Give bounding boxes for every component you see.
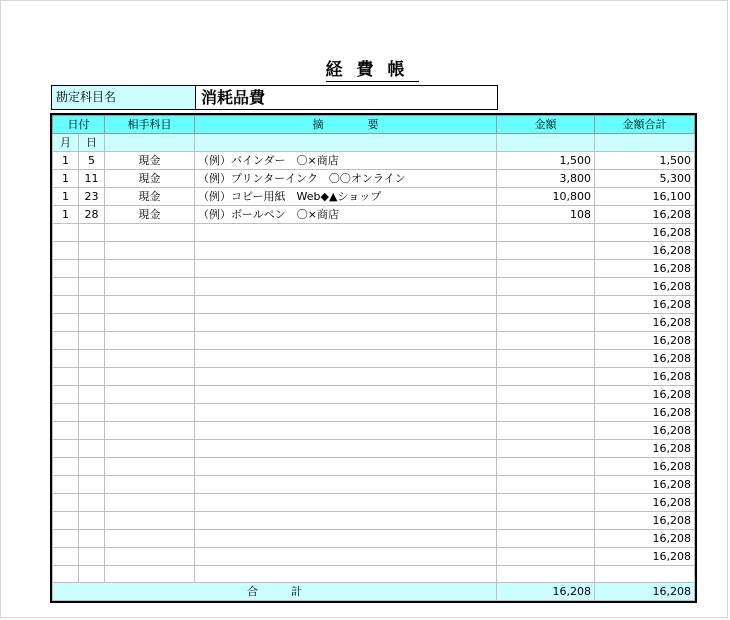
- expense-ledger-table: [52, 115, 695, 601]
- cell-amount[interactable]: [497, 458, 595, 476]
- cell-amount[interactable]: [497, 494, 595, 512]
- cell-amount[interactable]: [497, 278, 595, 296]
- cell-counterpart[interactable]: [105, 530, 195, 548]
- cell-amount[interactable]: [497, 332, 595, 350]
- cell-amount[interactable]: [497, 386, 595, 404]
- cell-running-total: 16,208: [595, 386, 695, 404]
- cell-day[interactable]: [79, 314, 105, 332]
- account-label: 勘定科目名: [52, 86, 196, 109]
- table-row: [53, 566, 695, 583]
- cell-month[interactable]: [53, 314, 79, 332]
- cell-counterpart[interactable]: [105, 548, 195, 566]
- cell-amount[interactable]: [497, 404, 595, 422]
- cell-running-total: 16,208: [595, 422, 695, 440]
- cell-amount[interactable]: 108: [497, 206, 595, 224]
- cell-running-total: 16,208: [595, 206, 695, 224]
- cell-amount[interactable]: [497, 368, 595, 386]
- cell-running-total: 16,208: [595, 512, 695, 530]
- cell-summary[interactable]: [195, 296, 497, 314]
- cell-month[interactable]: [53, 494, 79, 512]
- table-row: [53, 368, 695, 386]
- cell-month[interactable]: [53, 368, 79, 386]
- cell-running-total: 16,208: [595, 494, 695, 512]
- cell-amount[interactable]: 10,800: [497, 188, 595, 206]
- cell-amount[interactable]: [497, 566, 595, 583]
- cell-summary[interactable]: [195, 350, 497, 368]
- cell-counterpart[interactable]: [105, 242, 195, 260]
- cell-day[interactable]: [79, 260, 105, 278]
- cell-running-total: 16,208: [595, 350, 695, 368]
- cell-counterpart[interactable]: [105, 440, 195, 458]
- cell-counterpart[interactable]: [105, 278, 195, 296]
- cell-summary[interactable]: （例）プリンターインク 〇〇オンライン: [195, 170, 497, 188]
- account-value[interactable]: 消耗品費: [201, 88, 266, 107]
- cell-month[interactable]: [53, 224, 79, 242]
- cell-month[interactable]: [53, 260, 79, 278]
- header-running-total: 金額合計: [595, 116, 695, 134]
- cell-running-total: 16,208: [595, 332, 695, 350]
- cell-amount[interactable]: 1,500: [497, 152, 595, 170]
- cell-day[interactable]: [79, 224, 105, 242]
- cell-counterpart[interactable]: [105, 494, 195, 512]
- cell-day[interactable]: [79, 512, 105, 530]
- table-row: [53, 296, 695, 314]
- table-row: [53, 494, 695, 512]
- table-row: [53, 476, 695, 494]
- cell-amount[interactable]: [497, 260, 595, 278]
- cell-month[interactable]: [53, 530, 79, 548]
- subheader-blank: [497, 134, 595, 152]
- cell-summary[interactable]: [195, 566, 497, 583]
- total-amount: 16,208: [497, 583, 595, 601]
- table-row: [53, 458, 695, 476]
- cell-day[interactable]: [79, 422, 105, 440]
- cell-day[interactable]: [79, 476, 105, 494]
- cell-summary[interactable]: [195, 386, 497, 404]
- cell-month[interactable]: 1: [53, 188, 79, 206]
- cell-day[interactable]: [79, 296, 105, 314]
- cell-running-total: 16,208: [595, 458, 695, 476]
- cell-summary[interactable]: [195, 422, 497, 440]
- subheader-blank: [195, 134, 497, 152]
- cell-summary[interactable]: [195, 260, 497, 278]
- cell-day[interactable]: [79, 278, 105, 296]
- header-month: 月: [53, 134, 79, 152]
- header-amount: 金額: [497, 116, 595, 134]
- cell-amount[interactable]: [497, 530, 595, 548]
- cell-month[interactable]: [53, 512, 79, 530]
- page-title-text: 経費帳: [325, 60, 419, 80]
- table-row: [53, 404, 695, 422]
- cell-day[interactable]: [79, 386, 105, 404]
- cell-counterpart[interactable]: [105, 314, 195, 332]
- cell-counterpart[interactable]: [105, 404, 195, 422]
- cell-running-total: 16,208: [595, 476, 695, 494]
- header-counterpart: 相手科目: [105, 116, 195, 134]
- cell-month[interactable]: [53, 440, 79, 458]
- cell-day[interactable]: 28: [79, 206, 105, 224]
- header-day: 日: [79, 134, 105, 152]
- cell-amount[interactable]: [497, 224, 595, 242]
- cell-counterpart[interactable]: [105, 332, 195, 350]
- cell-amount[interactable]: [497, 242, 595, 260]
- cell-summary[interactable]: [195, 548, 497, 566]
- cell-summary[interactable]: [195, 368, 497, 386]
- cell-summary[interactable]: [195, 278, 497, 296]
- table-row: [53, 422, 695, 440]
- cell-counterpart[interactable]: [105, 296, 195, 314]
- table-row: [53, 188, 695, 206]
- total-row: [53, 583, 695, 601]
- table-row: [53, 314, 695, 332]
- cell-counterpart[interactable]: [105, 368, 195, 386]
- cell-amount[interactable]: [497, 548, 595, 566]
- table-row: [53, 350, 695, 368]
- cell-running-total: 16,208: [595, 548, 695, 566]
- cell-running-total: 16,208: [595, 296, 695, 314]
- cell-day[interactable]: [79, 404, 105, 422]
- cell-summary[interactable]: [195, 314, 497, 332]
- cell-running-total: 16,208: [595, 260, 695, 278]
- cell-running-total: 5,300: [595, 170, 695, 188]
- header-summary: 摘 要: [195, 116, 497, 134]
- cell-amount[interactable]: [497, 422, 595, 440]
- cell-amount[interactable]: [497, 314, 595, 332]
- cell-summary[interactable]: （例）コピー用紙 Web◆▲ショップ: [195, 188, 497, 206]
- cell-running-total: 16,208: [595, 242, 695, 260]
- cell-day[interactable]: [79, 458, 105, 476]
- cell-month[interactable]: [53, 404, 79, 422]
- cell-month[interactable]: 1: [53, 152, 79, 170]
- cell-running-total: 16,208: [595, 278, 695, 296]
- table-row: [53, 530, 695, 548]
- cell-running-total: 16,208: [595, 224, 695, 242]
- cell-amount[interactable]: 3,800: [497, 170, 595, 188]
- cell-day[interactable]: 11: [79, 170, 105, 188]
- cell-running-total: [595, 566, 695, 583]
- cell-counterpart[interactable]: [105, 476, 195, 494]
- table-row: [53, 206, 695, 224]
- header-row: [53, 116, 695, 134]
- cell-counterpart[interactable]: [105, 350, 195, 368]
- cell-amount[interactable]: [497, 350, 595, 368]
- cell-month[interactable]: [53, 332, 79, 350]
- cell-counterpart[interactable]: [105, 260, 195, 278]
- subheader-row: [53, 134, 695, 152]
- page-title: [0, 55, 730, 80]
- cell-day[interactable]: [79, 242, 105, 260]
- cell-summary[interactable]: [195, 530, 497, 548]
- cell-day[interactable]: [79, 440, 105, 458]
- cell-summary[interactable]: [195, 494, 497, 512]
- cell-day[interactable]: [79, 350, 105, 368]
- table-row: [53, 224, 695, 242]
- cell-month[interactable]: [53, 278, 79, 296]
- table-row: [53, 242, 695, 260]
- cell-summary[interactable]: [195, 242, 497, 260]
- account-field: [51, 85, 498, 110]
- cell-running-total: 16,208: [595, 440, 695, 458]
- cell-summary[interactable]: [195, 512, 497, 530]
- cell-counterpart[interactable]: 現金: [105, 170, 195, 188]
- cell-summary[interactable]: （例）ボールペン 〇×商店: [195, 206, 497, 224]
- cell-month[interactable]: [53, 566, 79, 583]
- table-row: [53, 260, 695, 278]
- cell-summary[interactable]: [195, 476, 497, 494]
- cell-running-total: 16,100: [595, 188, 695, 206]
- cell-summary[interactable]: [195, 404, 497, 422]
- cell-counterpart[interactable]: 現金: [105, 152, 195, 170]
- table-row: [53, 512, 695, 530]
- subheader-blank: [105, 134, 195, 152]
- cell-day[interactable]: 23: [79, 188, 105, 206]
- cell-summary[interactable]: （例）バインダー 〇×商店: [195, 152, 497, 170]
- cell-counterpart[interactable]: [105, 512, 195, 530]
- table-row: [53, 170, 695, 188]
- cell-month[interactable]: [53, 296, 79, 314]
- table-row: [53, 278, 695, 296]
- cell-day[interactable]: [79, 548, 105, 566]
- cell-amount[interactable]: [497, 512, 595, 530]
- total-label: 合 計: [53, 583, 497, 601]
- cell-month[interactable]: 1: [53, 170, 79, 188]
- cell-month[interactable]: 1: [53, 206, 79, 224]
- table-row: [53, 548, 695, 566]
- table-row: [53, 386, 695, 404]
- cell-month[interactable]: [53, 242, 79, 260]
- subheader-blank: [595, 134, 695, 152]
- cell-day[interactable]: 5: [79, 152, 105, 170]
- cell-month[interactable]: [53, 548, 79, 566]
- cell-counterpart[interactable]: [105, 386, 195, 404]
- cell-running-total: 16,208: [595, 314, 695, 332]
- cell-counterpart[interactable]: 現金: [105, 206, 195, 224]
- cell-day[interactable]: [79, 368, 105, 386]
- cell-counterpart[interactable]: [105, 566, 195, 583]
- cell-month[interactable]: [53, 350, 79, 368]
- cell-day[interactable]: [79, 332, 105, 350]
- cell-day[interactable]: [79, 566, 105, 583]
- cell-running-total: 16,208: [595, 530, 695, 548]
- cell-running-total: 16,208: [595, 404, 695, 422]
- header-date: 日付: [53, 116, 105, 134]
- cell-summary[interactable]: [195, 224, 497, 242]
- cell-summary[interactable]: [195, 332, 497, 350]
- cell-counterpart[interactable]: 現金: [105, 188, 195, 206]
- cell-day[interactable]: [79, 530, 105, 548]
- cell-summary[interactable]: [195, 458, 497, 476]
- total-running-total: 16,208: [595, 583, 695, 601]
- cell-month[interactable]: [53, 386, 79, 404]
- cell-summary[interactable]: [195, 440, 497, 458]
- table-row: [53, 152, 695, 170]
- cell-running-total: 16,208: [595, 368, 695, 386]
- cell-running-total: 1,500: [595, 152, 695, 170]
- table-row: [53, 440, 695, 458]
- cell-counterpart[interactable]: [105, 224, 195, 242]
- cell-day[interactable]: [79, 494, 105, 512]
- cell-amount[interactable]: [497, 476, 595, 494]
- cell-month[interactable]: [53, 476, 79, 494]
- cell-amount[interactable]: [497, 440, 595, 458]
- cell-counterpart[interactable]: [105, 422, 195, 440]
- cell-month[interactable]: [53, 422, 79, 440]
- cell-month[interactable]: [53, 458, 79, 476]
- cell-counterpart[interactable]: [105, 458, 195, 476]
- table-row: [53, 332, 695, 350]
- cell-amount[interactable]: [497, 296, 595, 314]
